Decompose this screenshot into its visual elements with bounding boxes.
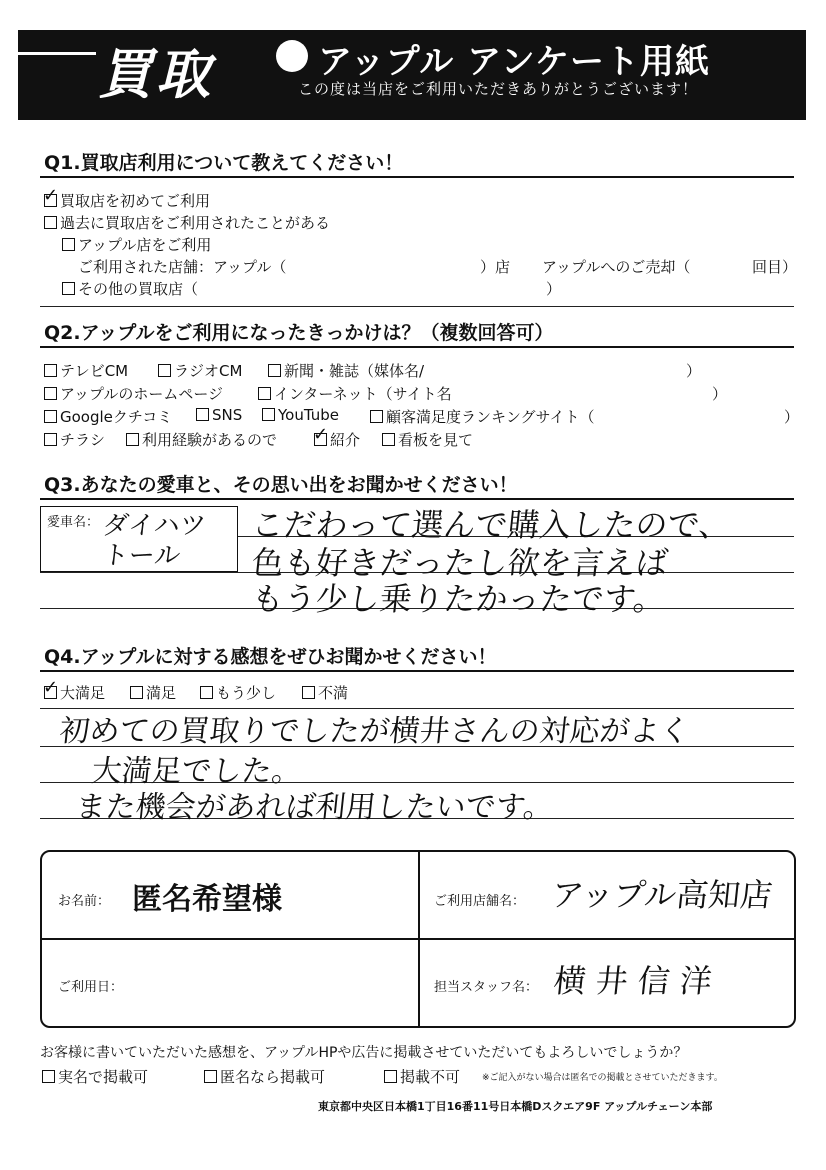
q3-memo-line-1: こだわって選んで購入したので、 — [249, 506, 733, 544]
q4-option-very-satisfied-label: 大満足 — [60, 684, 106, 702]
q1-option-apple-store-label: アップル店をご利用 — [78, 236, 212, 254]
q2-option-news[interactable] — [268, 360, 424, 381]
q2-option-signboard-label: 看板を見て — [398, 431, 474, 449]
q2-option-signboard[interactable] — [382, 429, 473, 450]
q2-option-radio[interactable] — [158, 360, 242, 381]
q2-option-flyer[interactable] — [44, 429, 105, 450]
q4-option-satisfied[interactable] — [130, 682, 176, 703]
checkbox-icon[interactable] — [42, 1070, 55, 1083]
checkbox-icon[interactable] — [258, 387, 271, 400]
q1-other-close: ） — [546, 280, 562, 298]
q3-memo-line-2: 色も好きだったし欲を言えば — [249, 544, 670, 582]
q1-option-used-before-label: 過去に買取店をご利用されたことがある — [60, 214, 331, 232]
checkbox-icon[interactable] — [384, 1070, 397, 1083]
header-banner — [18, 30, 806, 120]
q2-option-referral-label: 紹介 — [330, 431, 361, 449]
footer-option-not-allowed[interactable] — [384, 1066, 460, 1087]
checkbox-checked-icon[interactable] — [43, 185, 59, 207]
car-name-line-2: トール — [101, 541, 182, 571]
checkbox-icon[interactable] — [126, 433, 139, 446]
q2-option-experience[interactable] — [126, 429, 277, 450]
q1-store-line: ご利用された店舗：アップル（ — [78, 258, 287, 276]
checkbox-icon[interactable] — [382, 433, 395, 446]
q4-rule — [40, 670, 794, 672]
checkbox-icon[interactable] — [44, 364, 57, 377]
header-main-title: 買取 — [98, 43, 214, 106]
info-divider-horizontal — [42, 938, 794, 940]
q4-comment-line-2: 大満足でした。 — [89, 754, 304, 789]
car-name-label: 愛車名： — [47, 515, 100, 530]
q2-option-referral[interactable] — [313, 424, 361, 450]
name-value: 匿名希望様 — [132, 882, 282, 917]
date-label: ご利用日： — [58, 980, 124, 995]
q2-option-ranking[interactable] — [370, 406, 595, 427]
staff-label: 担当スタッフ名： — [434, 980, 539, 995]
footer-option-not-allowed-label: 掲載不可 — [400, 1068, 461, 1086]
footer-question: お客様に書いていただいた感想を、アップルHPや広告に掲載させていただいてもよろしいでしょうか？ — [40, 1045, 688, 1061]
q4-comment-line-3: また機会があれば利用したいです。 — [73, 790, 556, 825]
q2-news-close: ） — [686, 362, 702, 380]
footer-option-anonymous-label: 匿名なら掲載可 — [220, 1068, 326, 1086]
q4-comment-line-1: 初めての買取りでしたが横井さんの対応がよく — [57, 714, 692, 749]
checkbox-icon[interactable] — [44, 387, 57, 400]
checkbox-checked-icon[interactable] — [313, 424, 329, 446]
q1-option-first-time[interactable] — [43, 185, 211, 211]
q2-option-internet[interactable] — [258, 383, 452, 404]
q1-bottom-rule — [40, 306, 794, 307]
check-mark-icon: ✓ — [43, 677, 59, 698]
q4-option-dissatisfied-label: 不満 — [318, 684, 349, 702]
q1-option-other[interactable] — [62, 278, 198, 299]
checkbox-icon[interactable] — [204, 1070, 217, 1083]
checkbox-icon[interactable] — [44, 410, 57, 423]
checkbox-icon[interactable] — [262, 408, 275, 421]
q1-title: Q1.買取店利用について教えてください！ — [44, 152, 404, 174]
q1-option-used-before[interactable] — [44, 212, 330, 233]
car-name-box — [40, 506, 238, 572]
footer-option-anonymous[interactable] — [204, 1066, 325, 1087]
q3-memo-line-3: もう少し乗りたかったです。 — [249, 580, 668, 618]
q1-option-other-label: その他の買取店（ — [78, 280, 199, 298]
check-mark-icon: ✓ — [43, 185, 59, 206]
checkbox-icon[interactable] — [200, 686, 213, 699]
car-name-line-1: ダイハツ — [101, 511, 208, 541]
checkbox-icon[interactable] — [370, 410, 383, 423]
q2-option-news-label: 新聞・雑誌（媒体名/ — [284, 362, 425, 380]
checkbox-icon[interactable] — [62, 282, 75, 295]
q4-option-little-more[interactable] — [200, 682, 276, 703]
header-title: アップル アンケート用紙 — [318, 42, 711, 82]
q2-option-homepage[interactable] — [44, 383, 223, 404]
header-subtitle: この度は当店をご利用いただきありがとうございます！ — [298, 80, 699, 98]
header-rule-left — [18, 52, 96, 55]
q1-rule — [40, 176, 794, 178]
q2-option-sns-label: SNS — [212, 406, 243, 424]
q2-option-homepage-label: アップルのホームページ — [60, 385, 224, 403]
q1-sales-line: アップルへのご売却（ — [542, 258, 691, 276]
checkbox-icon[interactable] — [130, 686, 143, 699]
checkbox-icon[interactable] — [158, 364, 171, 377]
q2-option-youtube-label: YouTube — [278, 406, 339, 424]
q4-option-dissatisfied[interactable] — [302, 682, 348, 703]
checkbox-icon[interactable] — [196, 408, 209, 421]
q1-option-apple-store[interactable] — [62, 234, 211, 255]
footer-option-real-name[interactable] — [42, 1066, 148, 1087]
q2-option-sns[interactable] — [196, 406, 242, 424]
q2-option-flyer-label: チラシ — [60, 431, 106, 449]
store-label: ご利用店舗名： — [434, 894, 526, 909]
q2-internet-close: ） — [712, 385, 728, 403]
q4-option-very-satisfied[interactable] — [43, 677, 106, 703]
checkbox-icon[interactable] — [62, 238, 75, 251]
q2-option-ranking-label: 顧客満足度ランキングサイト（ — [386, 408, 595, 426]
store-value: アップル高知店 — [549, 876, 775, 914]
staff-value: 横井信洋 — [551, 962, 724, 1000]
checkbox-icon[interactable] — [302, 686, 315, 699]
checkbox-icon[interactable] — [268, 364, 281, 377]
q2-title: Q2.アップルをご利用になったきっかけは？（複数回答可） — [44, 322, 554, 344]
apple-logo-icon — [276, 40, 308, 72]
name-label: お名前： — [58, 894, 111, 909]
q2-option-internet-label: インターネット（サイト名 — [274, 385, 452, 403]
q1-sales-close: 回目） — [752, 258, 798, 276]
check-mark-icon: ✓ — [313, 424, 329, 445]
q4-option-little-more-label: もう少し — [216, 684, 277, 702]
q2-option-tv[interactable] — [44, 360, 128, 381]
q2-option-tv-label: テレビCM — [60, 362, 129, 380]
q2-option-google-label: Googleクチコミ — [60, 408, 173, 426]
q2-option-youtube[interactable] — [262, 406, 339, 424]
q2-ranking-close: ） — [784, 408, 800, 426]
customer-info-box — [40, 850, 796, 1028]
checkbox-checked-icon[interactable] — [43, 677, 59, 699]
q4-title: Q4.アップルに対する感想をぜひお聞かせください！ — [44, 646, 497, 668]
q2-option-experience-label: 利用経験があるので — [142, 431, 278, 449]
q1-option-first-time-label: 買取店を初めてご利用 — [60, 192, 211, 210]
q2-option-radio-label: ラジオCM — [174, 362, 243, 380]
footer-option-real-name-label: 実名で掲載可 — [58, 1068, 149, 1086]
checkbox-icon[interactable] — [44, 216, 57, 229]
q1-store-close: ）店 — [480, 258, 511, 276]
q3-title: Q3.あなたの愛車と、その思い出をお聞かせください！ — [44, 474, 518, 496]
footer-address: 東京都中央区日本橋1丁目16番11号日本橋Dスクエア9F アップルチェーン本部 — [318, 1100, 713, 1113]
footer-note: ※ご記入がない場合は匿名での掲載とさせていただきます。 — [482, 1073, 723, 1083]
checkbox-icon[interactable] — [44, 433, 57, 446]
q2-rule — [40, 346, 794, 348]
q2-option-google[interactable] — [44, 406, 172, 427]
q4-option-satisfied-label: 満足 — [146, 684, 177, 702]
